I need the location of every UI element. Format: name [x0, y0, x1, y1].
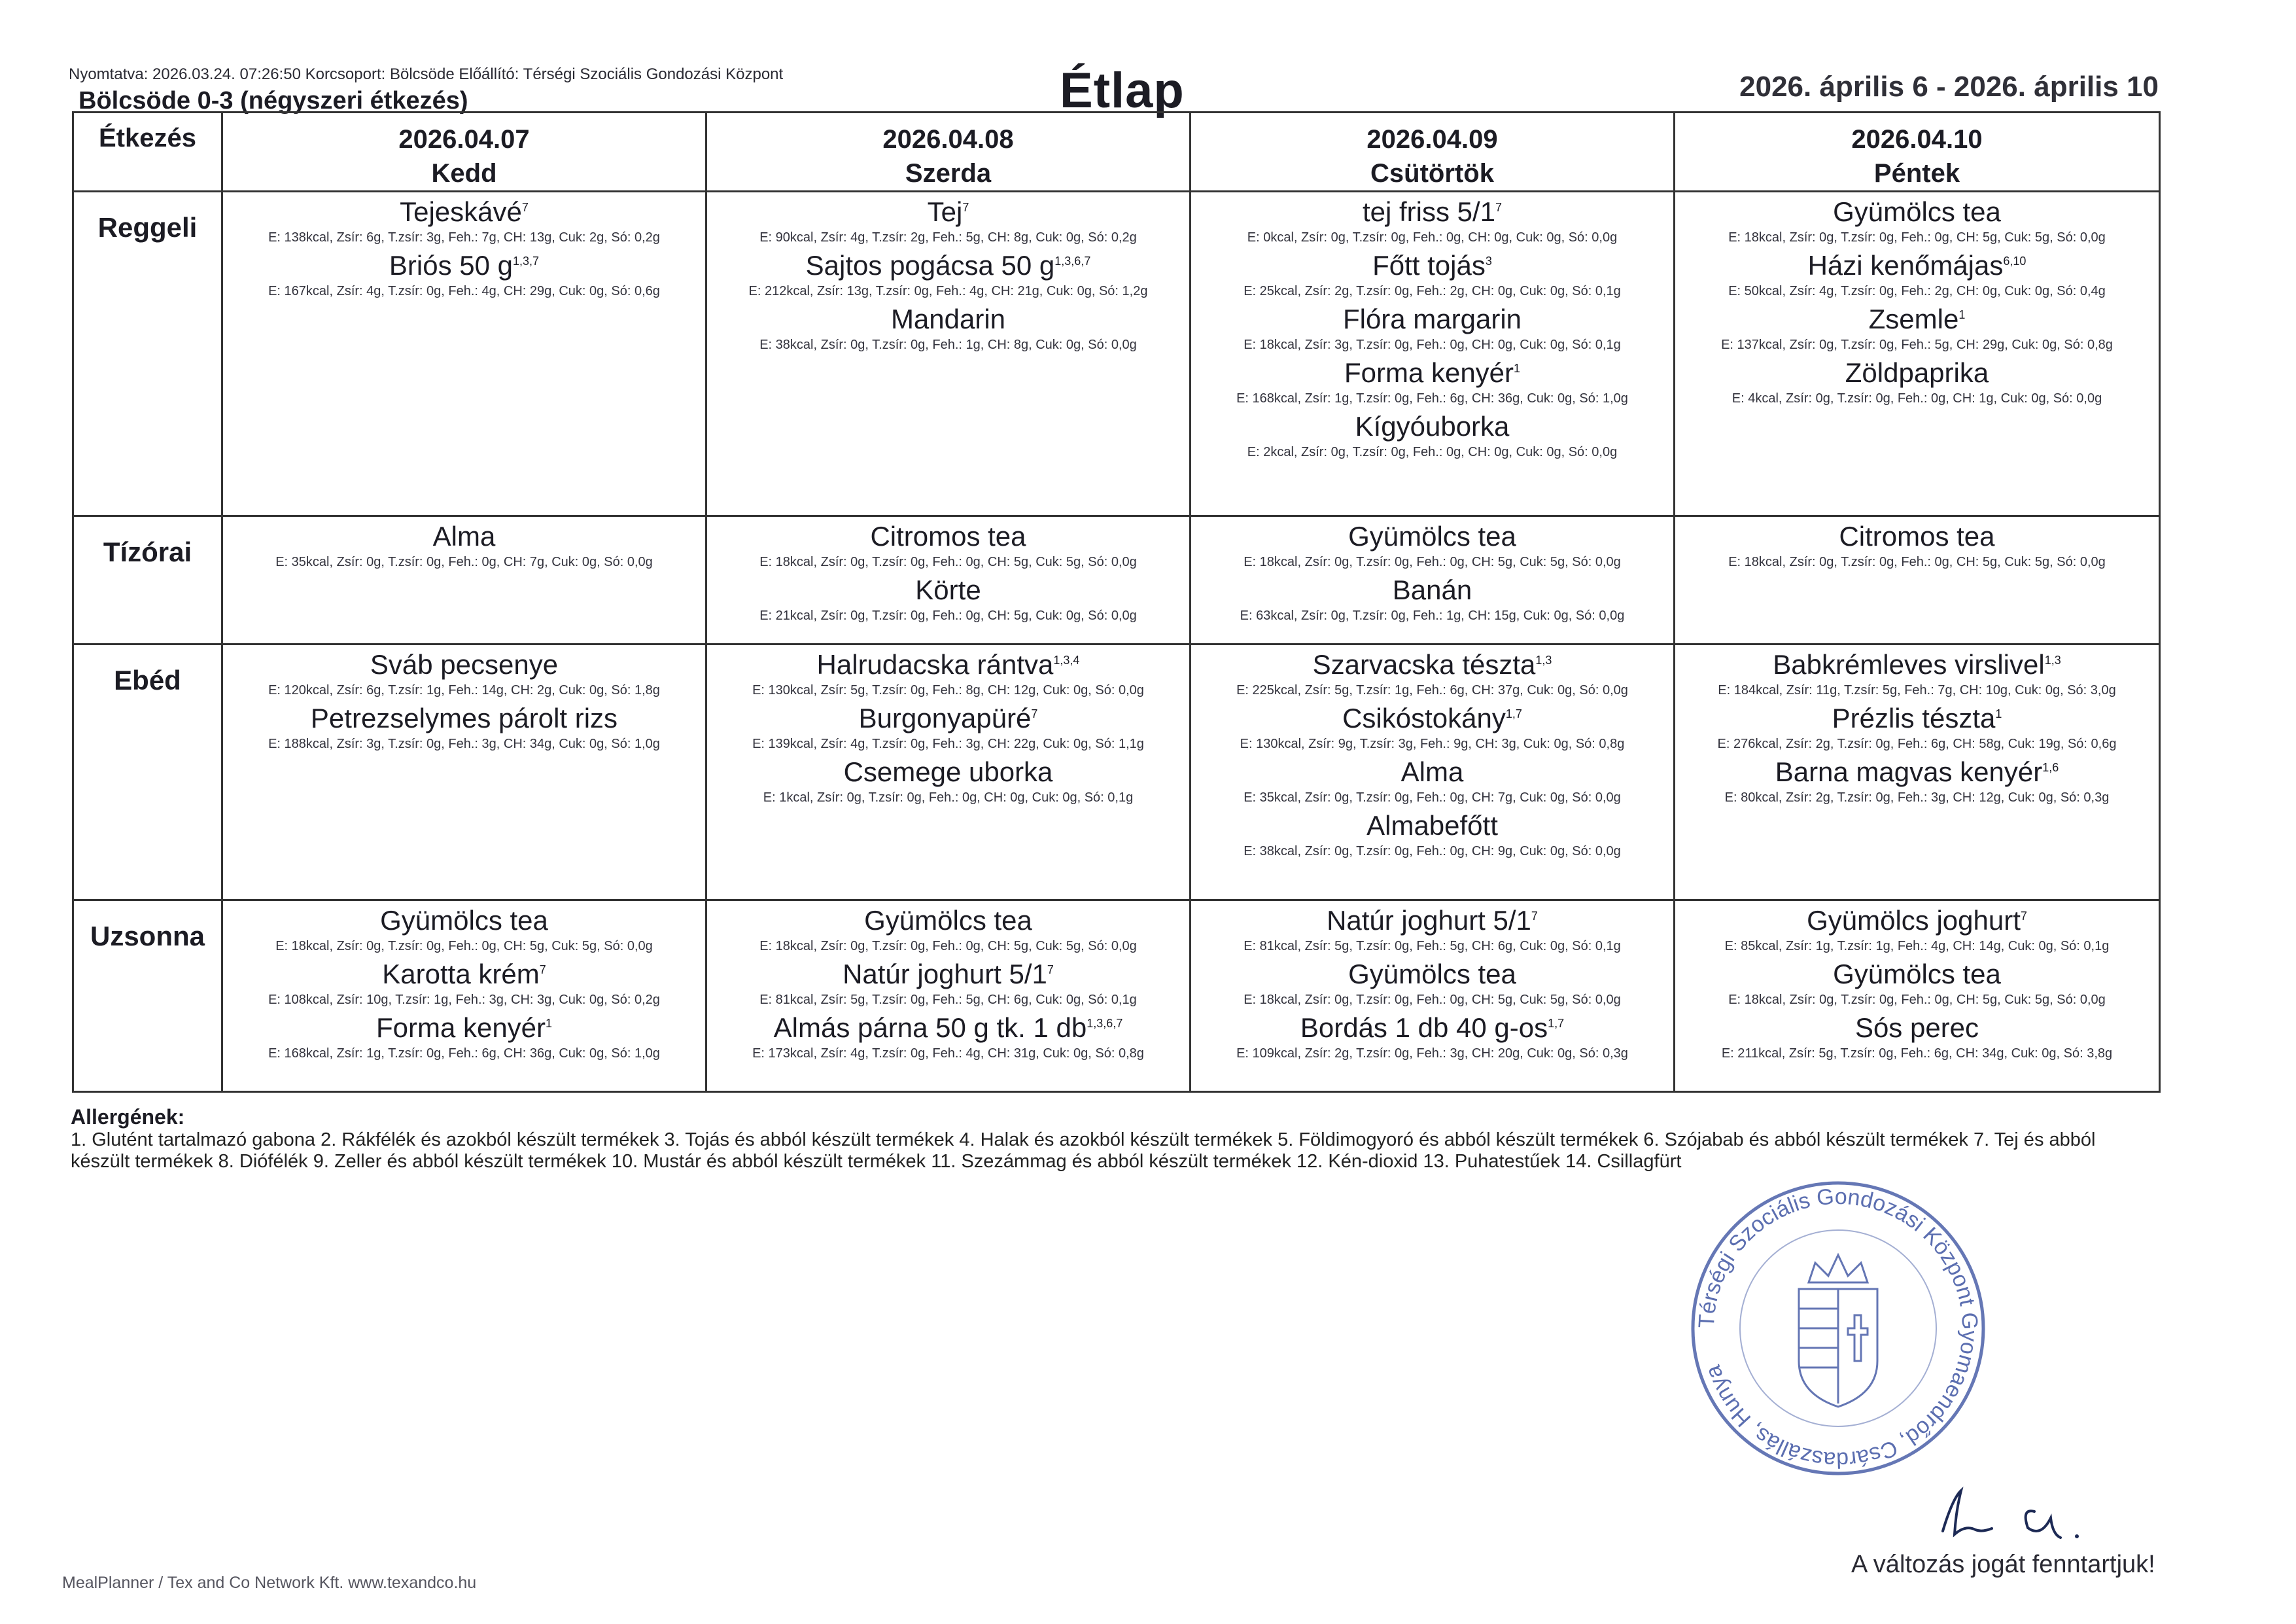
nutrition-info: E: 35kcal, Zsír: 0g, T.zsír: 0g, Feh.: 0g, CH: 7g, Cuk: 0g, Só: 0,0g — [1244, 790, 1621, 805]
dish-title: Bordás 1 db 40 g-os — [1300, 1012, 1548, 1043]
dish-title: Karotta krém — [382, 958, 540, 989]
day-header — [222, 113, 706, 192]
dish-name — [707, 701, 1189, 735]
nutrition-info: E: 168kcal, Zsír: 1g, T.zsír: 0g, Feh.: 6g, CH: 36g, Cuk: 0g, Só: 1,0g — [268, 1046, 660, 1061]
dish-name — [1191, 249, 1673, 283]
menu-cell — [1675, 644, 2160, 900]
dish-name — [223, 701, 705, 735]
coat-of-arms-icon — [1799, 1255, 1877, 1407]
allergen-codes: 7 — [1031, 707, 1038, 720]
allergen-codes: 1 — [546, 1016, 553, 1030]
day-date: 2026.04.10 — [1851, 125, 1983, 154]
dish-title: Sajtos pogácsa 50 g — [805, 250, 1055, 281]
dish-title: Petrezselymes párolt rizs — [310, 702, 618, 733]
meal-row — [73, 516, 2160, 644]
dish-title: Briós 50 g — [389, 250, 513, 281]
nutrition-info: E: 85kcal, Zsír: 1g, T.zsír: 1g, Feh.: 4g, CH: 14g, Cuk: 0g, Só: 0,1g — [1724, 938, 2110, 953]
allergen-codes: 1 — [1958, 308, 1966, 321]
dish-title: Citromos tea — [870, 520, 1026, 552]
allergen-codes: 7 — [1047, 962, 1054, 976]
dish-title: Flóra margarin — [1342, 304, 1522, 334]
day-name: Kedd — [431, 159, 497, 188]
dish-name — [1191, 520, 1673, 554]
allergen-codes: 1,3,4 — [1053, 653, 1080, 667]
dish-name — [223, 249, 705, 283]
dish-name — [1191, 573, 1673, 607]
nutrition-info: E: 188kcal, Zsír: 3g, T.zsír: 0g, Feh.: 3g, CH: 34g, Cuk: 0g, Só: 1,0g — [268, 736, 660, 751]
allergen-legend-title: Allergének: — [71, 1105, 185, 1129]
day-name: Szerda — [905, 159, 992, 188]
nutrition-info: E: 18kcal, Zsír: 0g, T.zsír: 0g, Feh.: 0g, CH: 5g, Cuk: 5g, Só: 0,0g — [1244, 992, 1621, 1007]
menu-cell — [1191, 516, 1675, 644]
dish-name — [707, 755, 1189, 789]
age-group-subtitle: Bölcsöde 0-3 (négyszeri étkezés) — [78, 87, 468, 115]
nutrition-info: E: 2kcal, Zsír: 0g, T.zsír: 0g, Feh.: 0g, CH: 0g, Cuk: 0g, Só: 0,0g — [1247, 445, 1618, 459]
nutrition-info: E: 81kcal, Zsír: 5g, T.zsír: 0g, Feh.: 5g, CH: 6g, Cuk: 0g, Só: 0,1g — [1244, 938, 1621, 953]
dish-name — [223, 520, 705, 554]
dish-title: Házi kenőmájas — [1807, 250, 2004, 281]
dish-title: Prézlis tészta — [1832, 702, 1996, 733]
menu-cell — [706, 516, 1191, 644]
allergen-codes: 1,6 — [2042, 760, 2059, 774]
nutrition-info: E: 168kcal, Zsír: 1g, T.zsír: 0g, Feh.: 6g, CH: 36g, Cuk: 0g, Só: 1,0g — [1236, 391, 1628, 406]
dish-name — [1191, 648, 1673, 682]
nutrition-info: E: 139kcal, Zsír: 4g, T.zsír: 0g, Feh.: 3g, CH: 22g, Cuk: 0g, Só: 1,1g — [752, 736, 1144, 751]
dish-name — [1675, 701, 2159, 735]
dish-name — [1191, 356, 1673, 390]
meal-label: Tízórai — [73, 516, 222, 644]
nutrition-info: E: 137kcal, Zsír: 0g, T.zsír: 0g, Feh.: 5g, CH: 29g, Cuk: 0g, Só: 0,8g — [1721, 338, 2113, 352]
dish-title: Natúr joghurt 5/1 — [843, 958, 1047, 989]
dish-title: Forma kenyér — [375, 1012, 546, 1043]
official-stamp-icon — [1668, 1178, 2008, 1479]
dish-name — [707, 195, 1189, 229]
dish-title: Tejeskávé — [400, 196, 522, 227]
allergen-codes: 7 — [521, 201, 529, 214]
nutrition-info: E: 173kcal, Zsír: 4g, T.zsír: 0g, Feh.: 4g, CH: 31g, Cuk: 0g, Só: 0,8g — [752, 1046, 1144, 1061]
allergen-codes: 1 — [1995, 707, 2002, 720]
nutrition-info: E: 276kcal, Zsír: 2g, T.zsír: 0g, Feh.: 6g, CH: 58g, Cuk: 19g, Só: 0,6g — [1717, 736, 2117, 751]
allergen-codes: 1 — [1514, 362, 1521, 375]
nutrition-info: E: 38kcal, Zsír: 0g, T.zsír: 0g, Feh.: 1g, CH: 8g, Cuk: 0g, Só: 0,0g — [759, 338, 1137, 352]
allergen-legend — [71, 1104, 2151, 1173]
menu-cell — [706, 644, 1191, 900]
nutrition-info: E: 130kcal, Zsír: 9g, T.zsír: 3g, Feh.: 9g, CH: 3g, Cuk: 0g, Só: 0,8g — [1240, 736, 1625, 751]
menu-cell — [222, 644, 706, 900]
nutrition-info: E: 130kcal, Zsír: 5g, T.zsír: 0g, Feh.: 8g, CH: 12g, Cuk: 0g, Só: 0,0g — [752, 682, 1144, 697]
dish-name — [1191, 755, 1673, 789]
dish-title: Tej — [927, 196, 963, 227]
menu-cell — [222, 516, 706, 644]
dish-name — [1191, 1011, 1673, 1045]
nutrition-info: E: 120kcal, Zsír: 6g, T.zsír: 1g, Feh.: 14g, CH: 2g, Cuk: 0g, Só: 1,8g — [268, 682, 660, 697]
dish-name — [1191, 410, 1673, 444]
menu-cell — [1675, 192, 2160, 516]
dish-name — [1191, 957, 1673, 991]
dish-name — [707, 520, 1189, 554]
dish-name — [1191, 302, 1673, 336]
dish-title: Csemege uborka — [843, 756, 1053, 787]
allergen-codes: 7 — [539, 962, 546, 976]
dish-title: Barna magvas kenyér — [1775, 756, 2043, 787]
day-date: 2026.04.07 — [398, 125, 530, 154]
menu-cell — [222, 192, 706, 516]
dish-name — [1191, 701, 1673, 735]
dish-name — [707, 302, 1189, 336]
print-info: Nyomtatva: 2026.03.24. 07:26:50 Korcsoport: Bölcsöde Előállító: Térségi Szociális Gondozási Központ — [69, 65, 784, 83]
nutrition-info: E: 18kcal, Zsír: 0g, T.zsír: 0g, Feh.: 0g, CH: 5g, Cuk: 5g, Só: 0,0g — [1728, 554, 2106, 569]
date-range: 2026. április 6 - 2026. április 10 — [1739, 71, 2159, 103]
nutrition-info: E: 18kcal, Zsír: 0g, T.zsír: 0g, Feh.: 0g, CH: 5g, Cuk: 5g, Só: 0,0g — [275, 938, 653, 953]
dish-name — [1675, 957, 2159, 991]
allergen-codes: 1,3,6,7 — [1054, 255, 1091, 268]
allergen-legend-text: 1. Glutént tartalmazó gabona 2. Rákfélék és azokból készült termékek 3. Tojás és abból készült termékek 4. Halak és azokból készült termékek 5. Földimogyoró és abból készült termékek 6. Szójabab és abból készült termékek 7. Tej és abból készült termékek 8. Diófélék 9. Zeller és abból készült termékek 10. Mustár és abból készült termékek 11. Szezámmag és abból készült termékek 12. Kén-dioxid 13. Puhatestűek 14. Csillagfürt — [71, 1129, 2096, 1172]
dish-name — [1191, 904, 1673, 938]
dish-title: Gyümölcs tea — [864, 904, 1032, 936]
dish-title: Alma — [1400, 756, 1464, 787]
nutrition-info: E: 18kcal, Zsír: 0g, T.zsír: 0g, Feh.: 0g, CH: 5g, Cuk: 5g, Só: 0,0g — [1728, 992, 2106, 1007]
meal-label: Reggeli — [73, 192, 222, 516]
menu-cell — [222, 900, 706, 1091]
dish-title: Sváb pecsenye — [370, 648, 559, 680]
dish-name — [707, 957, 1189, 991]
menu-cell — [706, 900, 1191, 1091]
allergen-codes: 3 — [1485, 255, 1492, 268]
nutrition-info: E: 25kcal, Zsír: 2g, T.zsír: 0g, Feh.: 2g, CH: 0g, Cuk: 0g, Só: 0,1g — [1244, 284, 1621, 298]
day-header-row — [73, 113, 2160, 192]
dish-title: Citromos tea — [1839, 520, 1995, 552]
dish-name — [223, 904, 705, 938]
meal-label: Uzsonna — [73, 900, 222, 1091]
dish-title: Mandarin — [890, 304, 1006, 334]
allergen-codes: 7 — [2020, 909, 2027, 923]
menu-table — [72, 111, 2161, 1093]
allergen-codes: 1,3 — [2044, 653, 2061, 667]
menu-cell — [1191, 192, 1675, 516]
disclaimer: A változás jogát fenntartjuk! — [1851, 1551, 2155, 1578]
dish-name — [1675, 302, 2159, 336]
dish-title: Natúr joghurt 5/1 — [1327, 904, 1531, 936]
menu-body — [73, 192, 2160, 1092]
dish-title: Babkrémleves virslivel — [1773, 648, 2045, 680]
day-date: 2026.04.08 — [882, 125, 1014, 154]
nutrition-info: E: 18kcal, Zsír: 0g, T.zsír: 0g, Feh.: 0g, CH: 5g, Cuk: 5g, Só: 0,0g — [759, 938, 1137, 953]
dish-name — [707, 648, 1189, 682]
dish-name — [1675, 755, 2159, 789]
nutrition-info: E: 1kcal, Zsír: 0g, T.zsír: 0g, Feh.: 0g, CH: 0g, Cuk: 0g, Só: 0,1g — [763, 790, 1134, 805]
dish-title: Gyümölcs tea — [1348, 958, 1516, 989]
nutrition-info: E: 212kcal, Zsír: 13g, T.zsír: 0g, Feh.: 4g, CH: 21g, Cuk: 0g, Só: 1,2g — [748, 284, 1148, 298]
dish-name — [1675, 195, 2159, 229]
day-name: Csütörtök — [1370, 159, 1494, 188]
allergen-codes: 1,3,7 — [513, 255, 540, 268]
dish-title: Gyümölcs tea — [380, 904, 548, 936]
nutrition-info: E: 50kcal, Zsír: 4g, T.zsír: 0g, Feh.: 2g, CH: 0g, Cuk: 0g, Só: 0,4g — [1728, 284, 2106, 298]
day-header — [1675, 113, 2160, 192]
dish-name — [1675, 904, 2159, 938]
allergen-codes: 1,3,6,7 — [1087, 1016, 1123, 1030]
meal-row — [73, 192, 2160, 516]
page-title: Étlap — [1060, 63, 1185, 118]
nutrition-info: E: 18kcal, Zsír: 0g, T.zsír: 0g, Feh.: 0g, CH: 5g, Cuk: 5g, Só: 0,0g — [759, 554, 1137, 569]
nutrition-info: E: 225kcal, Zsír: 5g, T.zsír: 1g, Feh.: 6g, CH: 37g, Cuk: 0g, Só: 0,0g — [1236, 682, 1628, 697]
dish-title: Almás párna 50 g tk. 1 db — [773, 1012, 1087, 1043]
nutrition-info: E: 108kcal, Zsír: 10g, T.zsír: 1g, Feh.: 3g, CH: 3g, Cuk: 0g, Só: 0,2g — [268, 992, 660, 1007]
nutrition-info: E: 4kcal, Zsír: 0g, T.zsír: 0g, Feh.: 0g, CH: 1g, Cuk: 0g, Só: 0,0g — [1731, 391, 2102, 406]
dish-title: Kígyóuborka — [1355, 411, 1510, 442]
nutrition-info: E: 90kcal, Zsír: 4g, T.zsír: 2g, Feh.: 5g, CH: 8g, Cuk: 0g, Só: 0,2g — [759, 230, 1137, 245]
dish-name — [1675, 249, 2159, 283]
dish-title: Alma — [432, 520, 496, 552]
menu-cell — [1191, 644, 1675, 900]
dish-title: Csikóstokány — [1342, 702, 1506, 733]
dish-title: Halrudacska rántva — [816, 648, 1054, 680]
nutrition-info: E: 18kcal, Zsír: 0g, T.zsír: 0g, Feh.: 0g, CH: 5g, Cuk: 5g, Só: 0,0g — [1728, 230, 2106, 245]
allergen-codes: 7 — [1531, 909, 1538, 923]
dish-name — [1675, 356, 2159, 390]
nutrition-info: E: 63kcal, Zsír: 0g, T.zsír: 0g, Feh.: 1g, CH: 15g, Cuk: 0g, Só: 0,0g — [1240, 608, 1625, 623]
allergen-codes: 1,3 — [1535, 653, 1552, 667]
dish-title: Gyümölcs joghurt — [1807, 904, 2021, 936]
nutrition-info: E: 21kcal, Zsír: 0g, T.zsír: 0g, Feh.: 0g, CH: 5g, Cuk: 0g, Só: 0,0g — [759, 608, 1137, 623]
dish-name — [223, 648, 705, 682]
dish-name — [223, 957, 705, 991]
menu-cell — [1191, 900, 1675, 1091]
nutrition-info: E: 81kcal, Zsír: 5g, T.zsír: 0g, Feh.: 5g, CH: 6g, Cuk: 0g, Só: 0,1g — [759, 992, 1137, 1007]
software-credit: MealPlanner / Tex and Co Network Kft. www.texandco.hu — [62, 1574, 477, 1592]
allergen-codes: 7 — [962, 201, 969, 214]
meal-row — [73, 644, 2160, 900]
allergen-codes: 6,10 — [2003, 255, 2026, 268]
allergen-codes: 1,7 — [1548, 1016, 1565, 1030]
dish-name — [1675, 1011, 2159, 1045]
dish-title: tej friss 5/1 — [1362, 196, 1496, 227]
nutrition-info: E: 18kcal, Zsír: 3g, T.zsír: 0g, Feh.: 0g, CH: 0g, Cuk: 0g, Só: 0,1g — [1244, 338, 1621, 352]
dish-name — [1191, 809, 1673, 843]
dish-title: Forma kenyér — [1344, 357, 1514, 388]
nutrition-info: E: 38kcal, Zsír: 0g, T.zsír: 0g, Feh.: 0g, CH: 9g, Cuk: 0g, Só: 0,0g — [1244, 843, 1621, 858]
signature-icon — [1930, 1485, 2126, 1557]
dish-name — [1675, 520, 2159, 554]
dish-title: Szarvacska tészta — [1312, 648, 1536, 680]
dish-title: Főtt tojás — [1372, 250, 1486, 281]
day-header — [706, 113, 1191, 192]
dish-name — [1191, 195, 1673, 229]
stamp-ring-text: Térségi Szociális Gondozási Központ Gyomaendrőd, Csárdaszállás, Hunya — [1694, 1184, 1983, 1473]
nutrition-info: E: 80kcal, Zsír: 2g, T.zsír: 0g, Feh.: 3g, CH: 12g, Cuk: 0g, Só: 0,3g — [1724, 790, 2110, 805]
dish-name — [1675, 648, 2159, 682]
dish-title: Sós perec — [1854, 1012, 1979, 1043]
nutrition-info: E: 138kcal, Zsír: 6g, T.zsír: 3g, Feh.: 7g, CH: 13g, Cuk: 2g, Só: 0,2g — [268, 230, 660, 245]
dish-name — [707, 573, 1189, 607]
nutrition-info: E: 18kcal, Zsír: 0g, T.zsír: 0g, Feh.: 0g, CH: 5g, Cuk: 5g, Só: 0,0g — [1244, 554, 1621, 569]
nutrition-info: E: 35kcal, Zsír: 0g, T.zsír: 0g, Feh.: 0g, CH: 7g, Cuk: 0g, Só: 0,0g — [275, 554, 653, 569]
dish-name — [707, 249, 1189, 283]
dish-title: Gyümölcs tea — [1833, 196, 2001, 227]
meal-row — [73, 900, 2160, 1091]
meal-column-header: Étkezés — [73, 113, 222, 192]
allergen-codes: 1,7 — [1505, 707, 1522, 720]
meal-label: Ebéd — [73, 644, 222, 900]
dish-name — [707, 1011, 1189, 1045]
dish-name — [223, 1011, 705, 1045]
day-date: 2026.04.09 — [1366, 125, 1498, 154]
dish-title: Almabefőtt — [1366, 809, 1498, 841]
menu-cell — [706, 192, 1191, 516]
nutrition-info: E: 211kcal, Zsír: 5g, T.zsír: 0g, Feh.: 6g, CH: 34g, Cuk: 0g, Só: 3,8g — [1721, 1046, 2113, 1061]
menu-cell — [1675, 516, 2160, 644]
nutrition-info: E: 109kcal, Zsír: 2g, T.zsír: 0g, Feh.: 3g, CH: 20g, Cuk: 0g, Só: 0,3g — [1236, 1046, 1628, 1061]
day-header — [1191, 113, 1675, 192]
nutrition-info: E: 184kcal, Zsír: 11g, T.zsír: 5g, Feh.: 7g, CH: 10g, Cuk: 0g, Só: 3,0g — [1718, 682, 2116, 697]
nutrition-info: E: 0kcal, Zsír: 0g, T.zsír: 0g, Feh.: 0g, CH: 0g, Cuk: 0g, Só: 0,0g — [1247, 230, 1618, 245]
nutrition-info: E: 167kcal, Zsír: 4g, T.zsír: 0g, Feh.: 4g, CH: 29g, Cuk: 0g, Só: 0,6g — [268, 284, 660, 298]
dish-title: Gyümölcs tea — [1833, 958, 2001, 989]
dish-title: Zöldpaprika — [1845, 357, 1989, 388]
dish-title: Körte — [915, 574, 981, 605]
dish-name — [707, 904, 1189, 938]
day-name: Péntek — [1873, 159, 1960, 188]
dish-name — [223, 195, 705, 229]
dish-title: Gyümölcs tea — [1348, 520, 1516, 552]
dish-title: Zsemle — [1868, 304, 1959, 334]
dish-title: Banán — [1392, 574, 1472, 605]
allergen-codes: 7 — [1495, 201, 1503, 214]
dish-title: Burgonyapüré — [858, 702, 1032, 733]
menu-cell — [1675, 900, 2160, 1091]
